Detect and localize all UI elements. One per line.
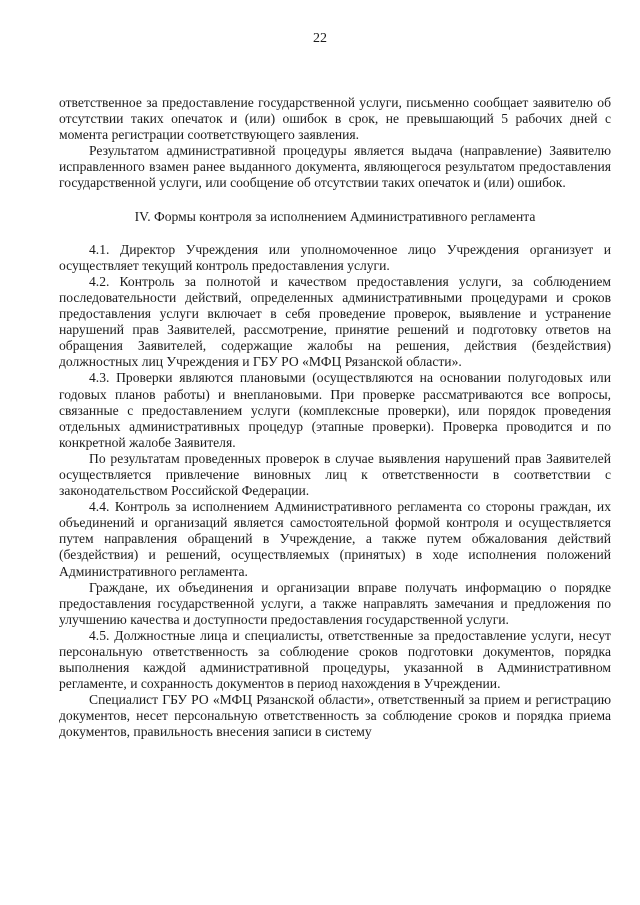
paragraph: 4.1. Директор Учреждения или уполномоченное лицо Учреждения организует и осуществляет текущий контроль предоставления услуги. — [59, 241, 611, 273]
paragraph: По результатам проведенных проверок в случае выявления нарушений прав Заявителей осуществляется привлечение виновных лиц к ответственности в соответствии с законодательством Российской Федерации. — [59, 450, 611, 499]
document-body — [59, 95, 611, 741]
paragraph: 4.4. Контроль за исполнением Административного регламента со стороны граждан, их объединений и организаций является самостоятельной формой контроля и осуществляется путем направления обращений в Учреждение, а также путем обжалования действий (бездействия) и решений, осуществляемых (принятых) в ходе исполнения положений Административного регламента. — [59, 499, 611, 579]
page-number: 22 — [313, 31, 327, 46]
paragraph: Граждане, их объединения и организации вправе получать информацию о порядке предоставления государственной услуги, а также направлять замечания и предложения по улучшению качества и доступности предоставления государственной услуги. — [59, 579, 611, 627]
paragraph: Специалист ГБУ РО «МФЦ Рязанской области», ответственный за прием и регистрацию документов, несет персональную ответственность за соблюдение сроков и порядка приема документов, правильность внесения записи в систему — [59, 692, 611, 740]
paragraph: ответственное за предоставление государственной услуги, письменно сообщает заявителю об отсутствии таких опечаток и (или) ошибок в срок, не превышающий 5 рабочих дней с момента регистрации соответствующего заявления. — [59, 95, 611, 143]
section-heading: IV. Формы контроля за исполнением Административного регламента — [134, 208, 536, 224]
paragraph: 4.3. Проверки являются плановыми (осуществляются на основании полугодовых или годовых планов работы) и внеплановыми. При проверке рассматриваются все вопросы, связанные с предоставлением услуги (комплексные проверки), или порядок проведения отдельных административных процедур (этапные проверки). Проверка проводится и по конкретной жалобе Заявителя. — [59, 370, 611, 450]
paragraph: 4.2. Контроль за полнотой и качеством предоставления услуги, за соблюдением последовательности действий, определенных административными процедурами и сроков предоставления услуги включает в себя проведение проверок, выявление и устранение нарушений прав Заявителей, рассмотрение, принятие решений и подготовку ответов на обращения Заявителей, содержащие жалобы на решения, действия (бездействия) должностных лиц Учреждения и ГБУ РО «МФЦ Рязанской области». — [59, 273, 611, 370]
paragraph: Результатом административной процедуры является выдача (направление) Заявителю исправленного взамен ранее выданного документа, являющегося результатом предоставления государственной услуги, или сообщение об отсутствии таких опечаток и (или) ошибок. — [59, 143, 611, 191]
paragraph: 4.5. Должностные лица и специалисты, ответственные за предоставление услуги, несут персональную ответственность за соблюдение сроков подготовки документов, порядка выполнения каждой административной процедуры, указанной в Административном регламенте, и сохранность документов в период нахождения в Учреждении. — [59, 627, 611, 692]
